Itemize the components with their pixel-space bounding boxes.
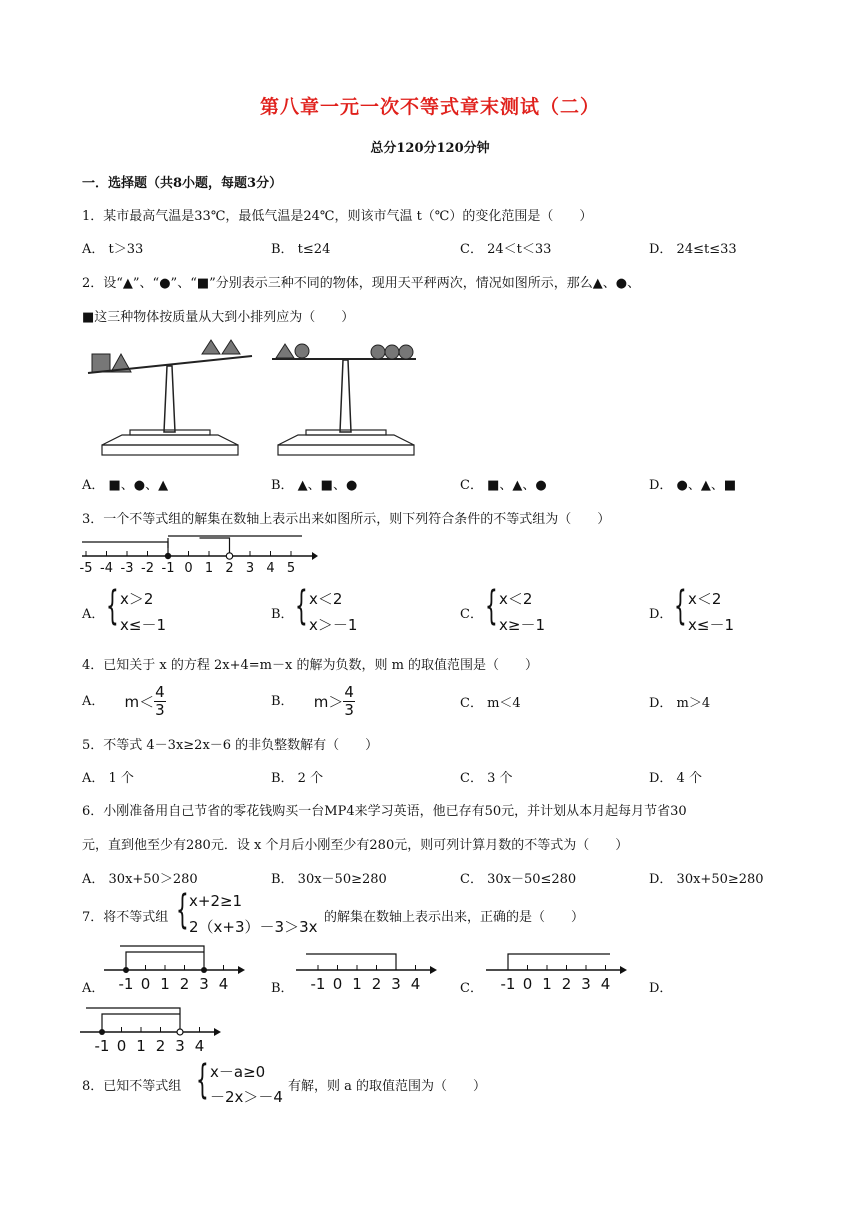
axis-arrow — [214, 1028, 221, 1036]
q3-a-line1: x＞2 — [120, 590, 154, 608]
q6-option-d[interactable]: D． 30x+50≥280 — [649, 872, 764, 887]
tick-label: 1 — [542, 975, 552, 993]
tick-label: 1 — [136, 1037, 146, 1055]
q7-c-number-line[interactable] — [482, 940, 632, 996]
q7-option-a-label[interactable]: A． — [82, 981, 105, 996]
tick-label: 1 — [204, 561, 214, 576]
q2-option-b[interactable]: B． ▲、■、● — [271, 478, 358, 493]
solution-ray-left — [82, 542, 168, 556]
question-5: 5．不等式 4－3x≥2x－6 的非负整数解有（ ） — [82, 738, 379, 753]
tick-label: 0 — [140, 975, 151, 993]
brace-icon: { — [485, 583, 498, 629]
section-heading: 一．选择题（共8小题，每题3分） — [82, 176, 283, 191]
q6-option-a[interactable]: A． 30x+50＞280 — [82, 872, 198, 887]
q7-a-number-line[interactable] — [100, 940, 250, 996]
axis-arrow — [312, 552, 318, 560]
tick-label: 4 — [410, 975, 421, 993]
open-dot — [226, 553, 232, 559]
tick-label: 0 — [522, 975, 533, 993]
tick-label: 4 — [194, 1037, 205, 1055]
scale-post — [340, 360, 351, 432]
q4-option-a[interactable] — [82, 684, 166, 719]
q2-option-d[interactable]: D． ●、▲、■ — [649, 478, 737, 493]
tick-label: 3 — [199, 975, 209, 993]
circle-shape — [295, 344, 309, 358]
q7-b-number-line[interactable] — [292, 940, 442, 996]
question-8-suffix: 有解，则 a 的取值范围为（ ） — [288, 1079, 487, 1094]
closed-dot — [123, 967, 129, 973]
q3-d-line2: x≤－1 — [688, 616, 734, 634]
solution-segment — [200, 538, 230, 556]
q6-option-c[interactable]: C． 30x－50≤280 — [460, 872, 577, 887]
brace-icon: { — [295, 583, 308, 629]
q4-option-b[interactable] — [271, 684, 355, 719]
fraction: $\frac{4}{3}$ — [155, 683, 165, 719]
brace-icon: { — [674, 583, 687, 629]
axis-arrow — [430, 966, 437, 974]
question-1: 1．某市最高气温是33℃，最低气温是24℃，则该市气温 t（℃）的变化范围是（ ） — [82, 209, 593, 224]
tick-label: -2 — [141, 561, 154, 576]
scale-beam — [88, 356, 252, 373]
q7-line2: 2（x+3）－3＞3x — [189, 918, 318, 936]
q3-option-a-label[interactable]: A． — [82, 607, 105, 622]
axis-arrow — [238, 966, 245, 974]
triangle-shape — [222, 340, 240, 354]
q3-c-line2: x≥－1 — [499, 616, 545, 634]
circle-shape — [399, 345, 413, 359]
question-6-line2: 元，直到他至少有280元．设 x 个月后小刚至少有280元，则可列计算月数的不等式为（ ） — [82, 838, 629, 853]
q3-a-line2: x≤－1 — [120, 616, 166, 634]
tick-label: 5 — [286, 561, 296, 576]
brace-icon: { — [196, 1057, 209, 1103]
closed-dot — [201, 967, 207, 973]
q8-line2: －2x＞－4 — [210, 1088, 283, 1106]
tick-label: -1 — [161, 561, 175, 576]
q2-option-a[interactable]: A． ■、●、▲ — [82, 478, 169, 493]
question-6: 6．小刚准备用自己节省的零花钱购买一台MP4来学习英语，他已存有50元，并计划从本月起每月节省30 — [82, 804, 687, 819]
tick-label: 3 — [245, 561, 255, 576]
tick-label: -1 — [310, 975, 326, 993]
q4-a-label: A． — [82, 694, 105, 709]
circle-shape — [385, 345, 399, 359]
scale-post — [164, 366, 175, 432]
q3-c-line1: x＜2 — [499, 590, 533, 608]
closed-dot — [99, 1029, 105, 1035]
axis-arrow — [620, 966, 627, 974]
tick-label: 2 — [179, 975, 190, 993]
brace-icon: { — [106, 583, 119, 629]
q3-option-b-label[interactable]: B． — [271, 607, 294, 622]
tick-label: 0 — [184, 561, 193, 576]
triangle-shape — [202, 340, 220, 354]
q1-option-b[interactable]: B． t≤24 — [271, 242, 331, 257]
q4-b-prefix: m＞ — [313, 693, 344, 711]
q4-option-c[interactable]: C． m＜4 — [460, 696, 521, 711]
q8-line1: x－a≥0 — [210, 1063, 266, 1081]
q5-option-c[interactable]: C． 3 个 — [460, 771, 513, 786]
question-4: 4．已知关于 x 的方程 2x+4=m－x 的解为负数，则 m 的取值范围是（ ） — [82, 658, 539, 673]
tick-label: -1 — [94, 1037, 110, 1055]
q7-d-number-line[interactable] — [76, 1002, 226, 1058]
q3-option-d-label[interactable]: D． — [649, 607, 673, 622]
question-7-suffix: 的解集在数轴上表示出来，正确的是（ ） — [324, 910, 585, 925]
q4-b-label: B． — [271, 694, 294, 709]
q7-option-d-label[interactable]: D． — [649, 981, 673, 996]
q4-a-prefix: m＜ — [124, 693, 155, 711]
tick-label: 4 — [600, 975, 611, 993]
page-title: 第八章一元一次不等式章末测试（二） — [259, 96, 600, 118]
tick-label: 3 — [391, 975, 401, 993]
q7-option-b-label[interactable]: B． — [271, 981, 294, 996]
tick-label: 2 — [225, 561, 234, 576]
tick-label: 2 — [561, 975, 572, 993]
closed-dot — [165, 553, 171, 559]
question-8-prefix: 8．已知不等式组 — [82, 1079, 182, 1094]
question-3: 3．一个不等式组的解集在数轴上表示出来如图所示，则下列符合条件的不等式组为（ ） — [82, 512, 611, 527]
tick-label: -1 — [118, 975, 134, 993]
scale-1 — [88, 340, 252, 455]
q6-option-b[interactable]: B． 30x－50≥280 — [271, 872, 387, 887]
q7-option-c-label[interactable]: C． — [460, 981, 483, 996]
balance-scales-figure — [80, 330, 440, 465]
open-dot — [177, 1029, 183, 1035]
question-7-prefix: 7．将不等式组 — [82, 910, 169, 925]
circle-shape — [371, 345, 385, 359]
q4-option-d[interactable]: D． m＞4 — [649, 696, 711, 711]
tick-label: 2 — [371, 975, 382, 993]
square-shape — [92, 354, 110, 372]
tick-label: 2 — [155, 1037, 166, 1055]
q5-option-b[interactable]: B． 2 个 — [271, 771, 324, 786]
q3-option-c-label[interactable]: C． — [460, 607, 483, 622]
question-2: 2．设“▲”、“●”、“■”分别表示三种不同的物体，现用天平秤两次，情况如图所示，那么▲、●、 — [82, 276, 641, 291]
question-2-line2: ■这三种物体按质量从大到小排列应为（ ） — [82, 310, 355, 325]
tick-label: -4 — [100, 561, 113, 576]
triangle-shape — [276, 344, 294, 358]
q3-b-line1: x＜2 — [309, 590, 343, 608]
tick-label: 0 — [332, 975, 343, 993]
tick-label: 3 — [581, 975, 591, 993]
brace-icon: { — [176, 887, 189, 933]
solution-bracket — [306, 954, 396, 970]
q1-option-c[interactable]: C． 24＜t＜33 — [460, 242, 552, 257]
solution-bracket — [508, 954, 610, 970]
q3-number-line — [80, 530, 320, 576]
tick-label: -3 — [120, 561, 134, 576]
q1-option-d[interactable]: D． 24≤t≤33 — [649, 242, 737, 257]
tick-label: 4 — [266, 561, 275, 576]
q2-option-c[interactable]: C． ■、▲、● — [460, 478, 547, 493]
tick-label: 1 — [352, 975, 362, 993]
page-subtitle: 总分120分120分钟 — [370, 141, 490, 156]
tick-label: 4 — [218, 975, 229, 993]
tick-label: 1 — [160, 975, 170, 993]
q3-d-line1: x＜2 — [688, 590, 722, 608]
fraction: $\frac{4}{3}$ — [344, 683, 354, 719]
scale-2 — [272, 344, 416, 455]
tick-label: 3 — [175, 1037, 185, 1055]
q7-line1: x+2≥1 — [189, 892, 243, 910]
tick-label: -1 — [500, 975, 516, 993]
tick-label: 0 — [116, 1037, 127, 1055]
q5-option-d[interactable]: D． 4 个 — [649, 771, 702, 786]
q3-b-line2: x＞－1 — [309, 616, 358, 634]
q1-option-a[interactable]: A． t＞33 — [82, 242, 144, 257]
q5-option-a[interactable]: A． 1 个 — [82, 771, 134, 786]
tick-label: -5 — [80, 561, 93, 576]
